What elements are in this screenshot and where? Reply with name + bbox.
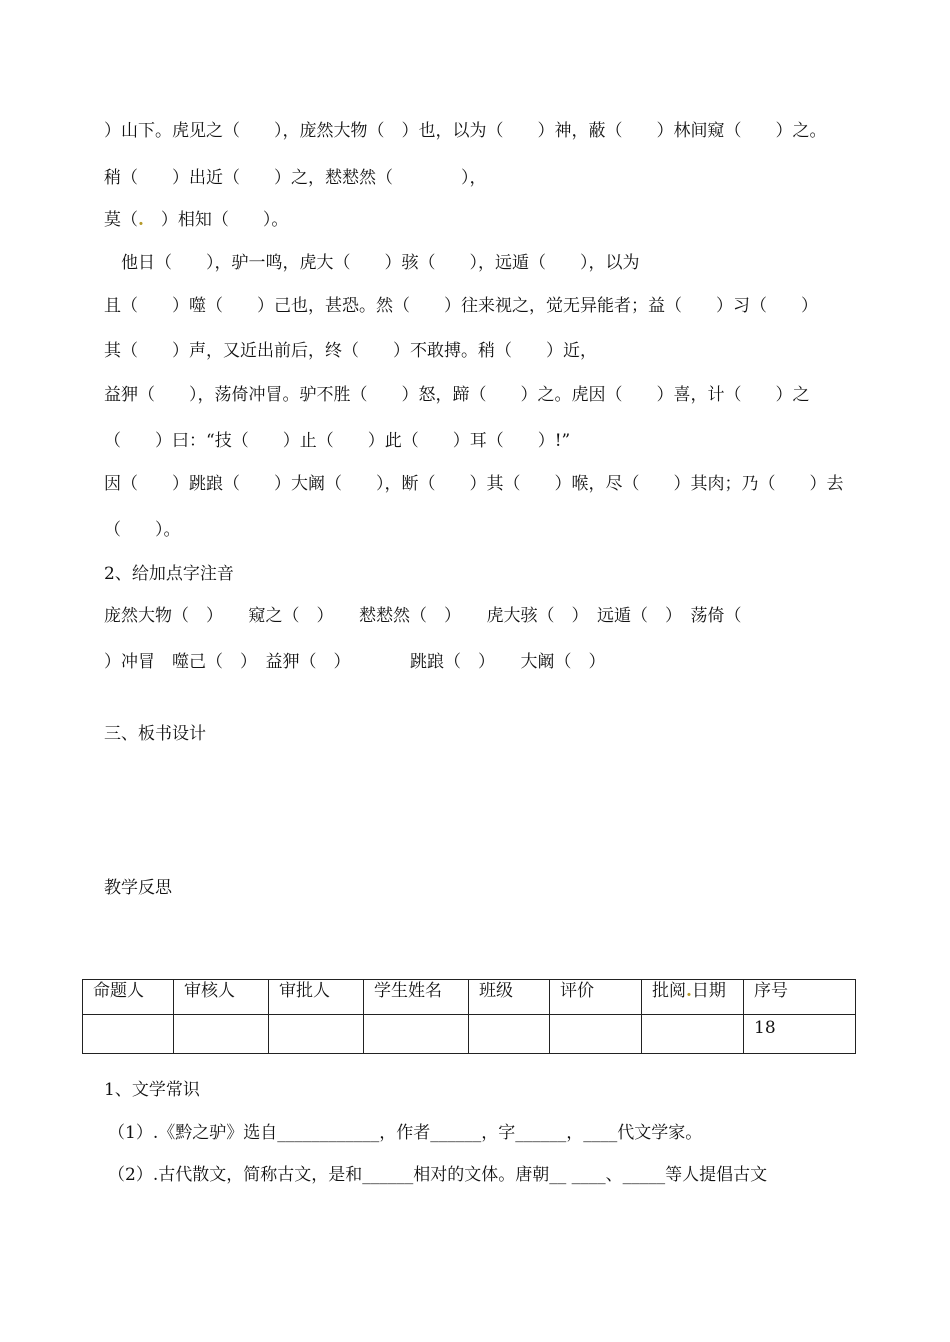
value-evaluation[interactable] <box>550 1015 642 1054</box>
passage-line-4: 他日（ ），驴一鸣，虎大（ ）骇（ ），远遁（ ），以为 <box>104 253 640 273</box>
header-class: 班级 <box>469 980 550 1015</box>
header-reviewer: 审核人 <box>174 980 269 1015</box>
value-approver[interactable] <box>269 1015 364 1054</box>
emphasis-dot-mark: . <box>138 210 144 230</box>
header-review-label: 批阅 <box>652 981 686 1001</box>
info-table <box>82 979 856 1054</box>
teaching-reflection-heading: 教学反思 <box>104 878 172 898</box>
passage-line-2: 稍（ ）出近（ ）之，慭慭然（ ）， <box>104 168 487 188</box>
value-serial-number: 18 <box>744 1015 856 1054</box>
passage-line-5: 且（ ）噬（ ）己也，甚恐。然（ ）往来视之，觉无异能者；益（ ）习（ ） <box>104 296 818 316</box>
passage-line-8: （ ）曰：“技（ ）止（ ）此（ ）耳（ ）!” <box>104 431 571 451</box>
info-table-value-row <box>83 1015 856 1054</box>
pinyin-heading: 2、给加点字注音 <box>104 564 234 584</box>
value-reviewer[interactable] <box>174 1015 269 1054</box>
passage-line-3-end: ）相知（ ）。 <box>143 210 289 230</box>
pinyin-row-2: ）冲冒 噬己（ ） 益狎（ ） 跳踉（ ） 大阚（ ） <box>104 652 606 672</box>
header-date-label: 日期 <box>691 981 726 1001</box>
header-review-date <box>642 980 744 1015</box>
value-review-date[interactable] <box>642 1015 744 1054</box>
value-proposer[interactable] <box>83 1015 174 1054</box>
value-student-name[interactable] <box>364 1015 469 1054</box>
table-dot-mark: . <box>686 981 692 1001</box>
header-evaluation: 评价 <box>550 980 642 1015</box>
header-student-name: 学生姓名 <box>364 980 469 1015</box>
header-approver: 审批人 <box>269 980 364 1015</box>
board-design-heading: 三、板书设计 <box>104 724 206 744</box>
literature-heading: 1、文学常识 <box>104 1080 200 1100</box>
header-proposer: 命题人 <box>83 980 174 1015</box>
info-table-header-row <box>83 980 856 1015</box>
passage-line-1: ）山下。虎见之（ ），庞然大物（ ）也，以为（ ）神，蔽（ ）林间窥（ ）之。 <box>104 121 827 141</box>
passage-line-9: 因（ ）跳踉（ ）大阚（ ），断（ ）其（ ）喉，尽（ ）其肉；乃（ ）去 <box>104 474 844 494</box>
literature-question-2: （2）.古代散文，简称古文，是和______相对的文体。唐朝__ ____、_____等人提倡古文 <box>108 1165 768 1185</box>
literature-question-1: （1）.《黔之驴》选自____________，作者______，字______，____代文学家。 <box>108 1123 703 1143</box>
passage-line-3-start: 莫（ <box>104 210 138 230</box>
passage-line-10: （ ）。 <box>104 520 181 540</box>
passage-line-6: 其（ ）声，又近出前后，终（ ）不敢搏。稍（ ）近， <box>104 341 597 361</box>
passage-line-7: 益狎（ ），荡倚冲冒。驴不胜（ ）怒，蹄（ ）之。虎因（ ）喜，计（ ）之 <box>104 385 810 405</box>
pinyin-row-1: 庞然大物（ ） 窥之（ ） 慭慭然（ ） 虎大骇（ ） 远遁（ ） 荡倚（ <box>104 606 742 626</box>
passage-line-3 <box>104 209 288 231</box>
value-class[interactable] <box>469 1015 550 1054</box>
header-serial-number: 序号 <box>744 980 856 1015</box>
